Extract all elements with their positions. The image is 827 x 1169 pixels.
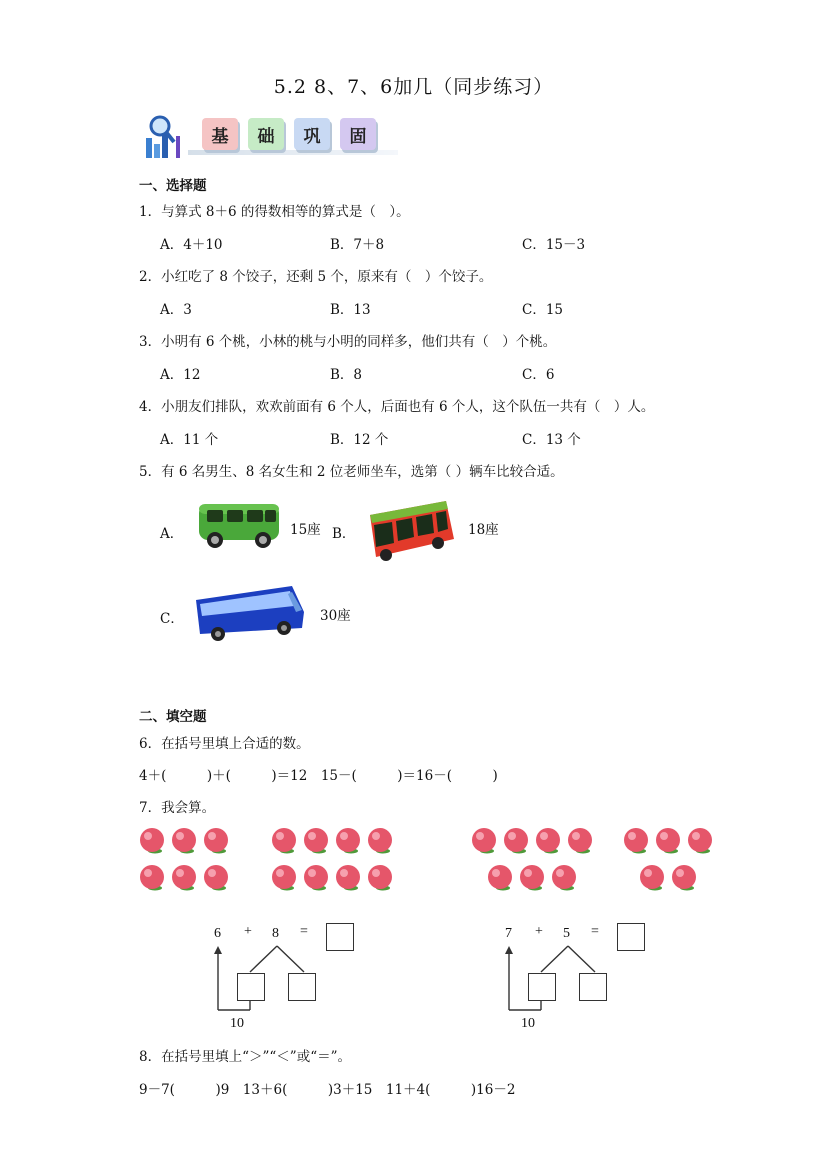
q6-equations: 4＋( )＋( )＝12 15－( )＝16－( ) — [139, 768, 498, 784]
question-6: 6．在括号里填上合适的数。 — [139, 736, 310, 752]
q4-option-a: A．11 个 — [160, 432, 219, 448]
left-plus: + — [244, 924, 252, 939]
peach-group — [136, 824, 736, 894]
page-title: 5.2 8、7、6加几（同步练习） — [273, 76, 554, 98]
q1-option-b: B．7＋8 — [330, 237, 385, 253]
left-equals: = — [300, 924, 308, 939]
peach-icon — [172, 828, 196, 854]
left-diagram-lines — [200, 920, 370, 1035]
peach-icon — [656, 828, 680, 854]
vehicle-b-seats: 18座 — [468, 522, 499, 538]
question-4: 4．小朋友们排队，欢欢前面有 6 个人，后面也有 6 个人，这个队伍一共有（ ）人。 — [139, 399, 655, 415]
q2-option-c: C．15 — [522, 302, 564, 318]
q2-option-b: B．13 — [330, 302, 371, 318]
question-8: 8．在括号里填上“＞”“＜”或“＝”。 — [139, 1049, 351, 1065]
right-plus: + — [535, 924, 543, 939]
question-3: 3．小明有 6 个桃，小林的桃与小明的同样多，他们共有（ ）个桃。 — [139, 334, 557, 350]
peach-icon — [640, 865, 664, 891]
q4-option-c: C．13 个 — [522, 432, 581, 448]
coach-icon — [192, 582, 312, 642]
peach-icon — [624, 828, 648, 854]
q5-label-b: B． — [332, 526, 356, 542]
section-heading-fill: 二、填空题 — [139, 709, 207, 725]
section-heading-choice: 一、选择题 — [139, 178, 207, 194]
peach-icon — [472, 828, 496, 854]
q2-option-a: A．3 — [160, 302, 192, 318]
right-split-box-2[interactable] — [579, 973, 607, 1001]
q1-option-a: A．4＋10 — [160, 237, 223, 253]
peach-icon — [488, 865, 512, 891]
left-ten: 10 — [230, 1016, 244, 1031]
question-5: 5．有 6 名男生、8 名女生和 2 位老师坐车，选第（ ）辆车比较合适。 — [139, 464, 564, 480]
q1-option-c: C．15－3 — [522, 237, 586, 253]
peach-icon — [568, 828, 592, 854]
q3-option-b: B．8 — [330, 367, 363, 383]
minibus-icon — [195, 496, 285, 552]
banner-tile-1: 基 — [202, 118, 238, 150]
peach-icon — [204, 865, 228, 891]
question-1: 1．与算式 8＋6 的得数相等的算式是（ ）。 — [139, 204, 410, 220]
left-split-box-2[interactable] — [288, 973, 316, 1001]
vehicle-a-seats: 15座 — [290, 522, 321, 538]
banner-tile-2: 础 — [248, 118, 284, 150]
peach-icon — [504, 828, 528, 854]
peach-icon — [172, 865, 196, 891]
magnifier-chart-icon — [140, 112, 192, 162]
right-addend-a: 7 — [505, 926, 512, 941]
left-addend-b: 8 — [272, 926, 279, 941]
peach-icon — [304, 828, 328, 854]
peach-icon — [672, 865, 696, 891]
decomposition-left — [200, 920, 370, 1035]
question-7: 7．我会算。 — [139, 800, 216, 816]
peach-icon — [140, 865, 164, 891]
peach-icon — [336, 828, 360, 854]
question-2: 2．小红吃了 8 个饺子，还剩 5 个，原来有（ ）个饺子。 — [139, 269, 493, 285]
peach-icon — [272, 828, 296, 854]
q5-label-c: C． — [160, 611, 184, 627]
peach-icon — [552, 865, 576, 891]
q4-option-b: B．12 个 — [330, 432, 389, 448]
peach-icon — [688, 828, 712, 854]
peach-icons — [136, 824, 736, 894]
peach-icon — [368, 828, 392, 854]
peach-icon — [304, 865, 328, 891]
bus-icon — [362, 495, 457, 563]
peach-icon — [336, 865, 360, 891]
banner-tile-3: 巩 — [294, 118, 330, 150]
right-ten: 10 — [521, 1016, 535, 1031]
decomposition-right — [491, 920, 661, 1035]
left-split-box-1[interactable] — [237, 973, 265, 1001]
vehicle-c-seats: 30座 — [320, 608, 351, 624]
banner — [140, 112, 400, 162]
q3-option-a: A．12 — [160, 367, 201, 383]
peach-icon — [536, 828, 560, 854]
q3-option-c: C．6 — [522, 367, 555, 383]
right-addend-b: 5 — [563, 926, 570, 941]
peach-icon — [204, 828, 228, 854]
right-split-box-1[interactable] — [528, 973, 556, 1001]
peach-icon — [272, 865, 296, 891]
peach-icon — [140, 828, 164, 854]
peach-icon — [520, 865, 544, 891]
peach-icon — [368, 865, 392, 891]
q5-label-a: A． — [160, 526, 184, 542]
right-equals: = — [591, 924, 599, 939]
q8-comparisons: 9－7( )9 13＋6( )3＋15 11＋4( )16－2 — [139, 1082, 516, 1098]
left-addend-a: 6 — [214, 926, 221, 941]
right-diagram-lines — [491, 920, 661, 1035]
banner-tile-4: 固 — [340, 118, 376, 150]
